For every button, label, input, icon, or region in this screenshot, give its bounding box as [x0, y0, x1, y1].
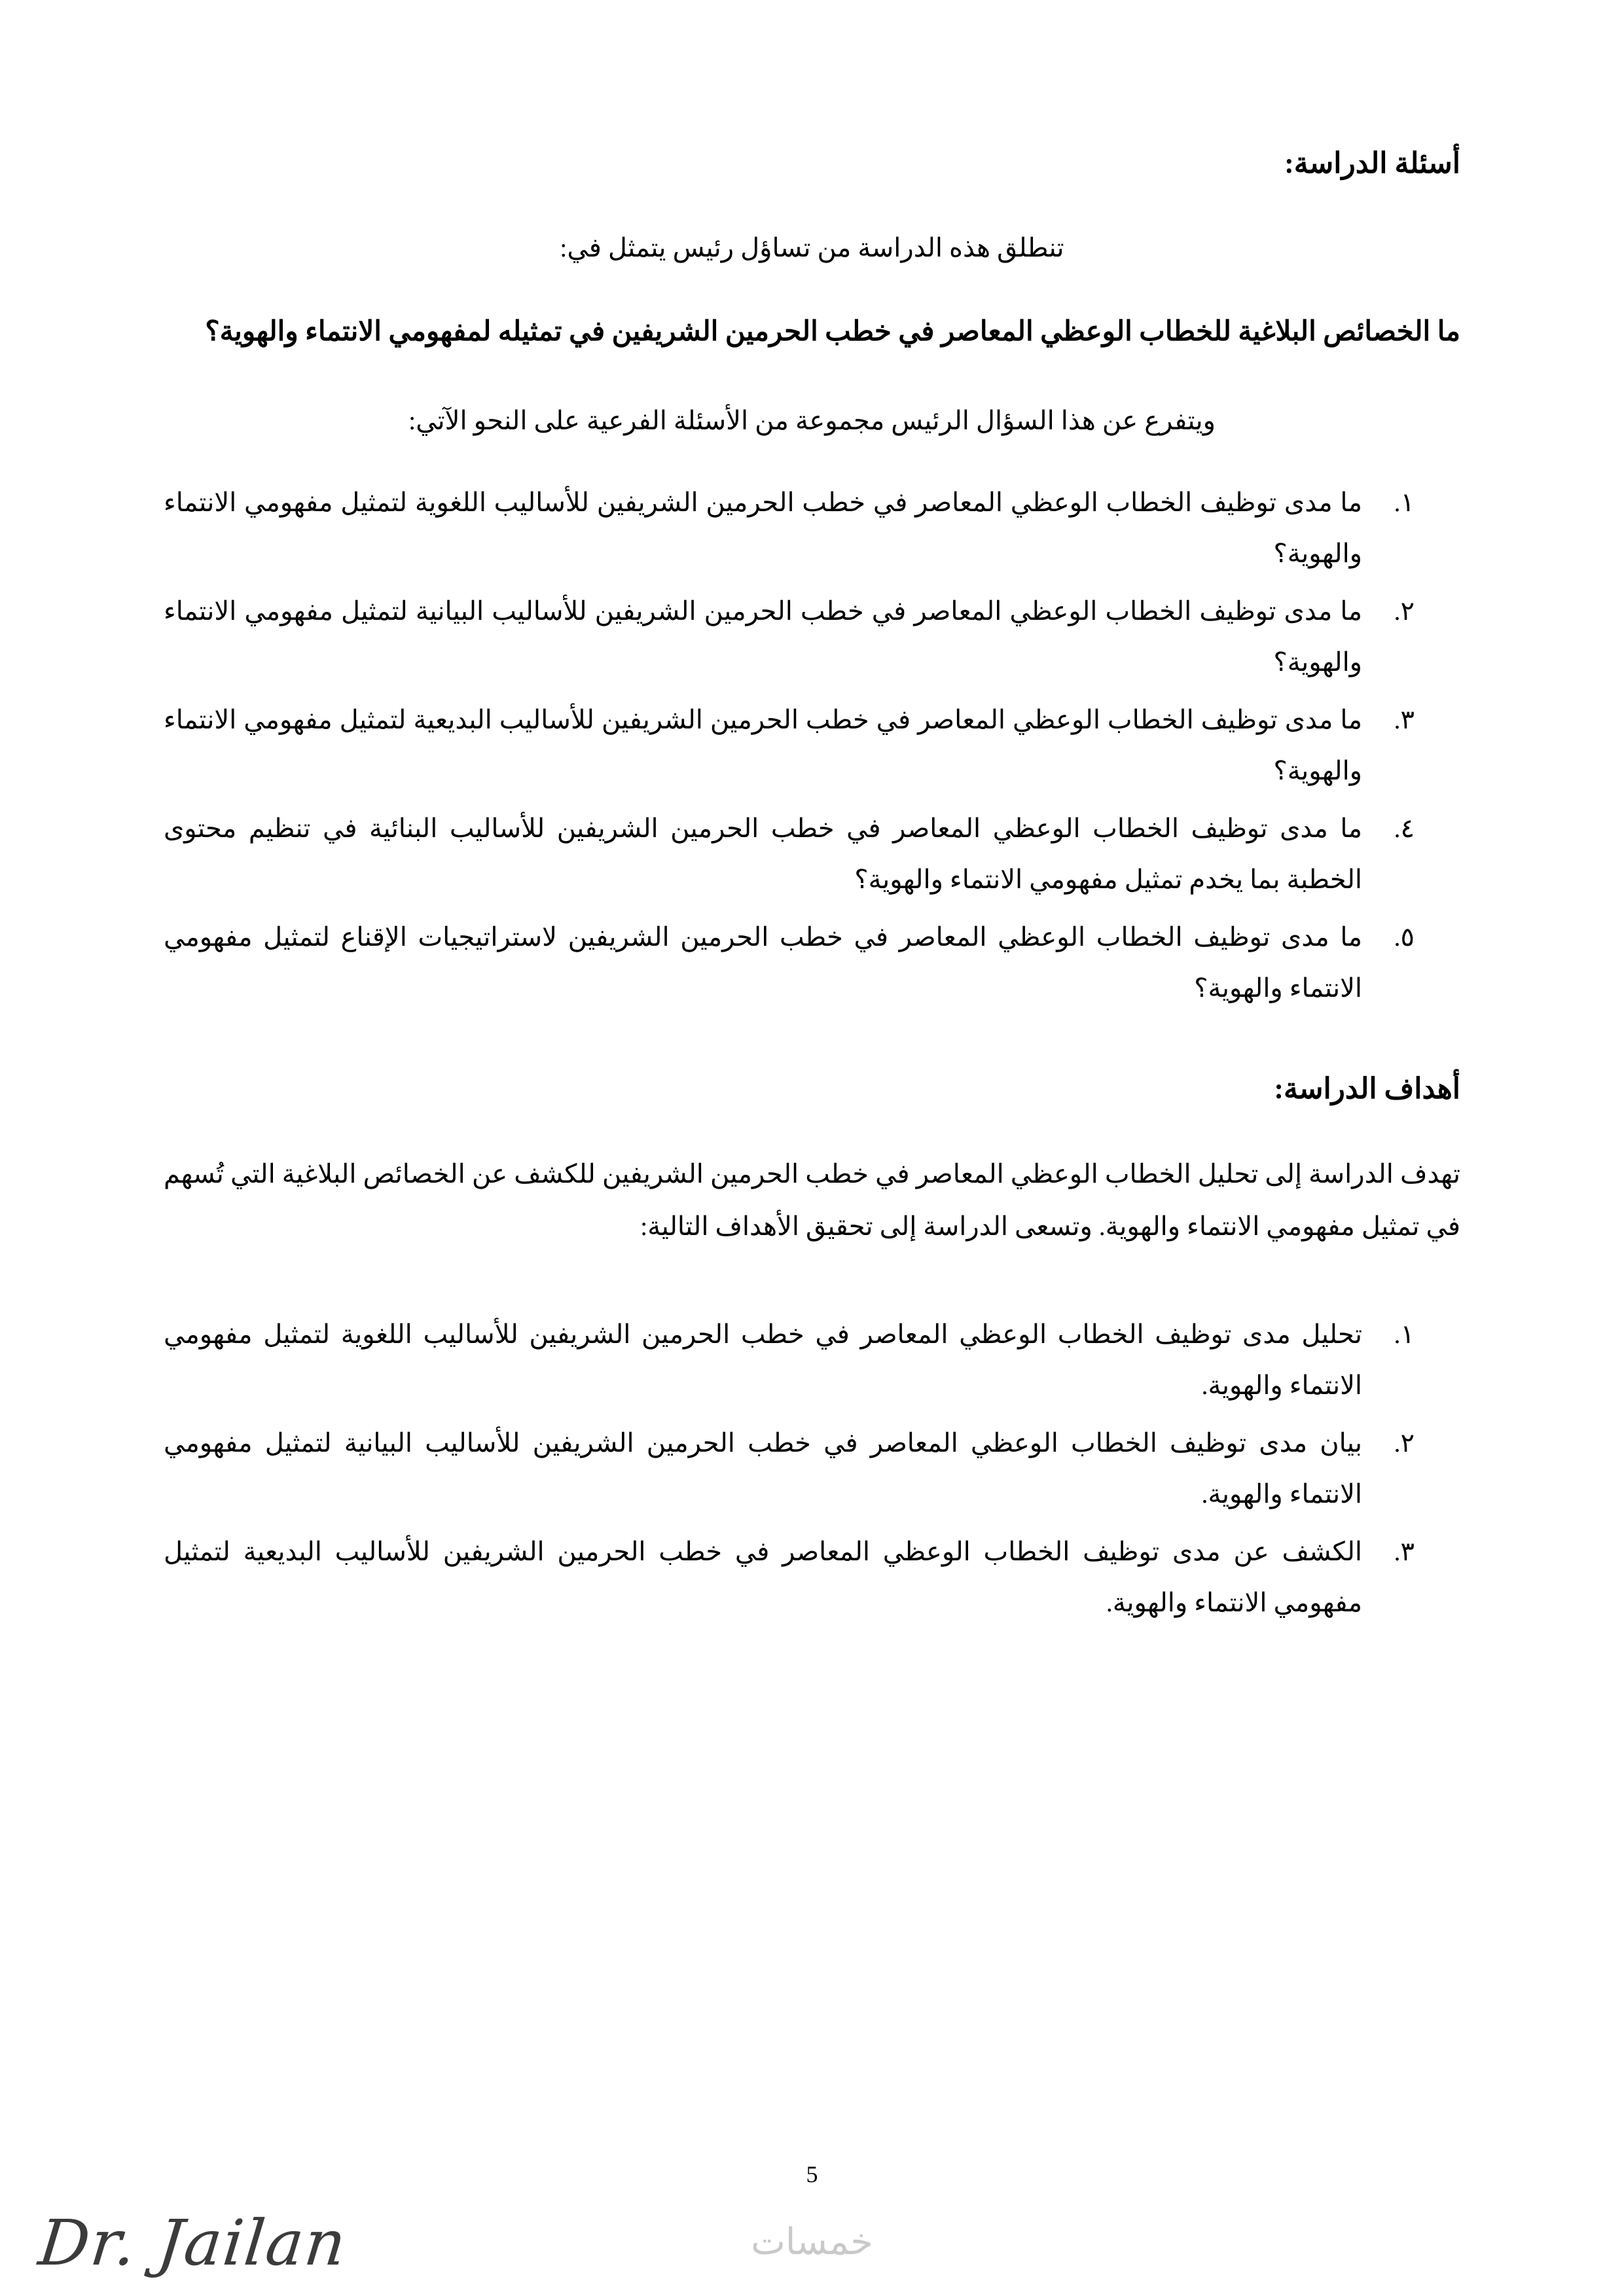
author-signature: Dr. Jailan [35, 2206, 351, 2280]
list-item [164, 477, 1415, 579]
list-item [164, 912, 1415, 1014]
list-marker: ٤. [1394, 814, 1415, 844]
list-marker: ٣. [1394, 705, 1415, 735]
list-item [164, 1309, 1415, 1411]
list-marker: ٥. [1394, 922, 1415, 952]
list-marker: ٢. [1394, 596, 1415, 626]
main-research-question: ما الخصائص البلاغية للخطاب الوعظي المعاصر في خطب الحرمين الشريفين في تمثيله لمفهومي الانتماء والهوية؟ [205, 317, 1460, 348]
list-item-text: ما مدى توظيف الخطاب الوعظي المعاصر في خطب الحرمين الشريفين للأساليب البنائية في تنظيم محتوى الخطبة بما يخدم تمثيل مفهومي الانتماء والهوية؟ [164, 814, 1362, 895]
list-item [164, 1526, 1415, 1628]
list-item-text: ما مدى توظيف الخطاب الوعظي المعاصر في خطب الحرمين الشريفين لاستراتيجيات الإقناع لتمثيل مفهومي الانتماء والهوية؟ [164, 922, 1362, 1003]
section-spacer [164, 1283, 1460, 1309]
questions-intro-paragraph: تنطلق هذه الدراسة من تساؤل رئيس يتمثل في: [560, 233, 1064, 263]
section-spacer [164, 1040, 1460, 1066]
list-item-text: الكشف عن مدى توظيف الخطاب الوعظي المعاصر في خطب الحرمين الشريفين للأساليب البديعية لتمثيل مفهومي الانتماء والهوية. [164, 1536, 1362, 1617]
list-item-text: ما مدى توظيف الخطاب الوعظي المعاصر في خطب الحرمين الشريفين للأساليب البيانية لتمثيل مفهومي الانتماء والهوية؟ [164, 596, 1362, 677]
objectives-list [164, 1309, 1460, 1628]
sub-questions-list [164, 477, 1460, 1014]
page-content [164, 141, 1460, 1655]
watermark: خمسات [751, 2221, 873, 2263]
list-marker: ١. [1394, 1319, 1415, 1349]
list-item-text: بيان مدى توظيف الخطاب الوعظي المعاصر في خطب الحرمين الشريفين للأساليب البيانية لتمثيل مفهومي الانتماء والهوية. [164, 1427, 1362, 1509]
objectives-heading: أهداف الدراسة: [1274, 1073, 1460, 1105]
list-item-text: ما مدى توظيف الخطاب الوعظي المعاصر في خطب الحرمين الشريفين للأساليب البديعية لتمثيل مفهومي الانتماء والهوية؟ [164, 705, 1362, 786]
list-item [164, 1418, 1415, 1520]
list-item-text: ما مدى توظيف الخطاب الوعظي المعاصر في خطب الحرمين الشريفين للأساليب اللغوية لتمثيل مفهومي الانتماء والهوية؟ [164, 488, 1362, 569]
list-marker: ٢. [1394, 1427, 1415, 1458]
list-item [164, 803, 1415, 905]
list-item [164, 586, 1415, 688]
sub-questions-intro: ويتفرع عن هذا السؤال الرئيس مجموعة من الأسئلة الفرعية على النحو الآتي: [408, 406, 1216, 436]
questions-heading: أسئلة الدراسة: [1284, 147, 1460, 179]
list-item [164, 694, 1415, 797]
list-marker: ١. [1394, 488, 1415, 518]
objectives-intro-paragraph: تهدف الدراسة إلى تحليل الخطاب الوعظي المعاصر في خطب الحرمين الشريفين للكشف عن الخصائص البلاغية التي تُسهم في تمثيل مفهومي الانتماء والهوية. وتسعى الدراسة إلى تحقيق الأهداف التالية: [164, 1158, 1460, 1241]
list-item-text: تحليل مدى توظيف الخطاب الوعظي المعاصر في خطب الحرمين الشريفين للأساليب اللغوية لتمثيل مفهومي الانتماء والهوية. [164, 1319, 1362, 1400]
page-number: 5 [806, 2161, 818, 2187]
list-marker: ٣. [1394, 1536, 1415, 1566]
